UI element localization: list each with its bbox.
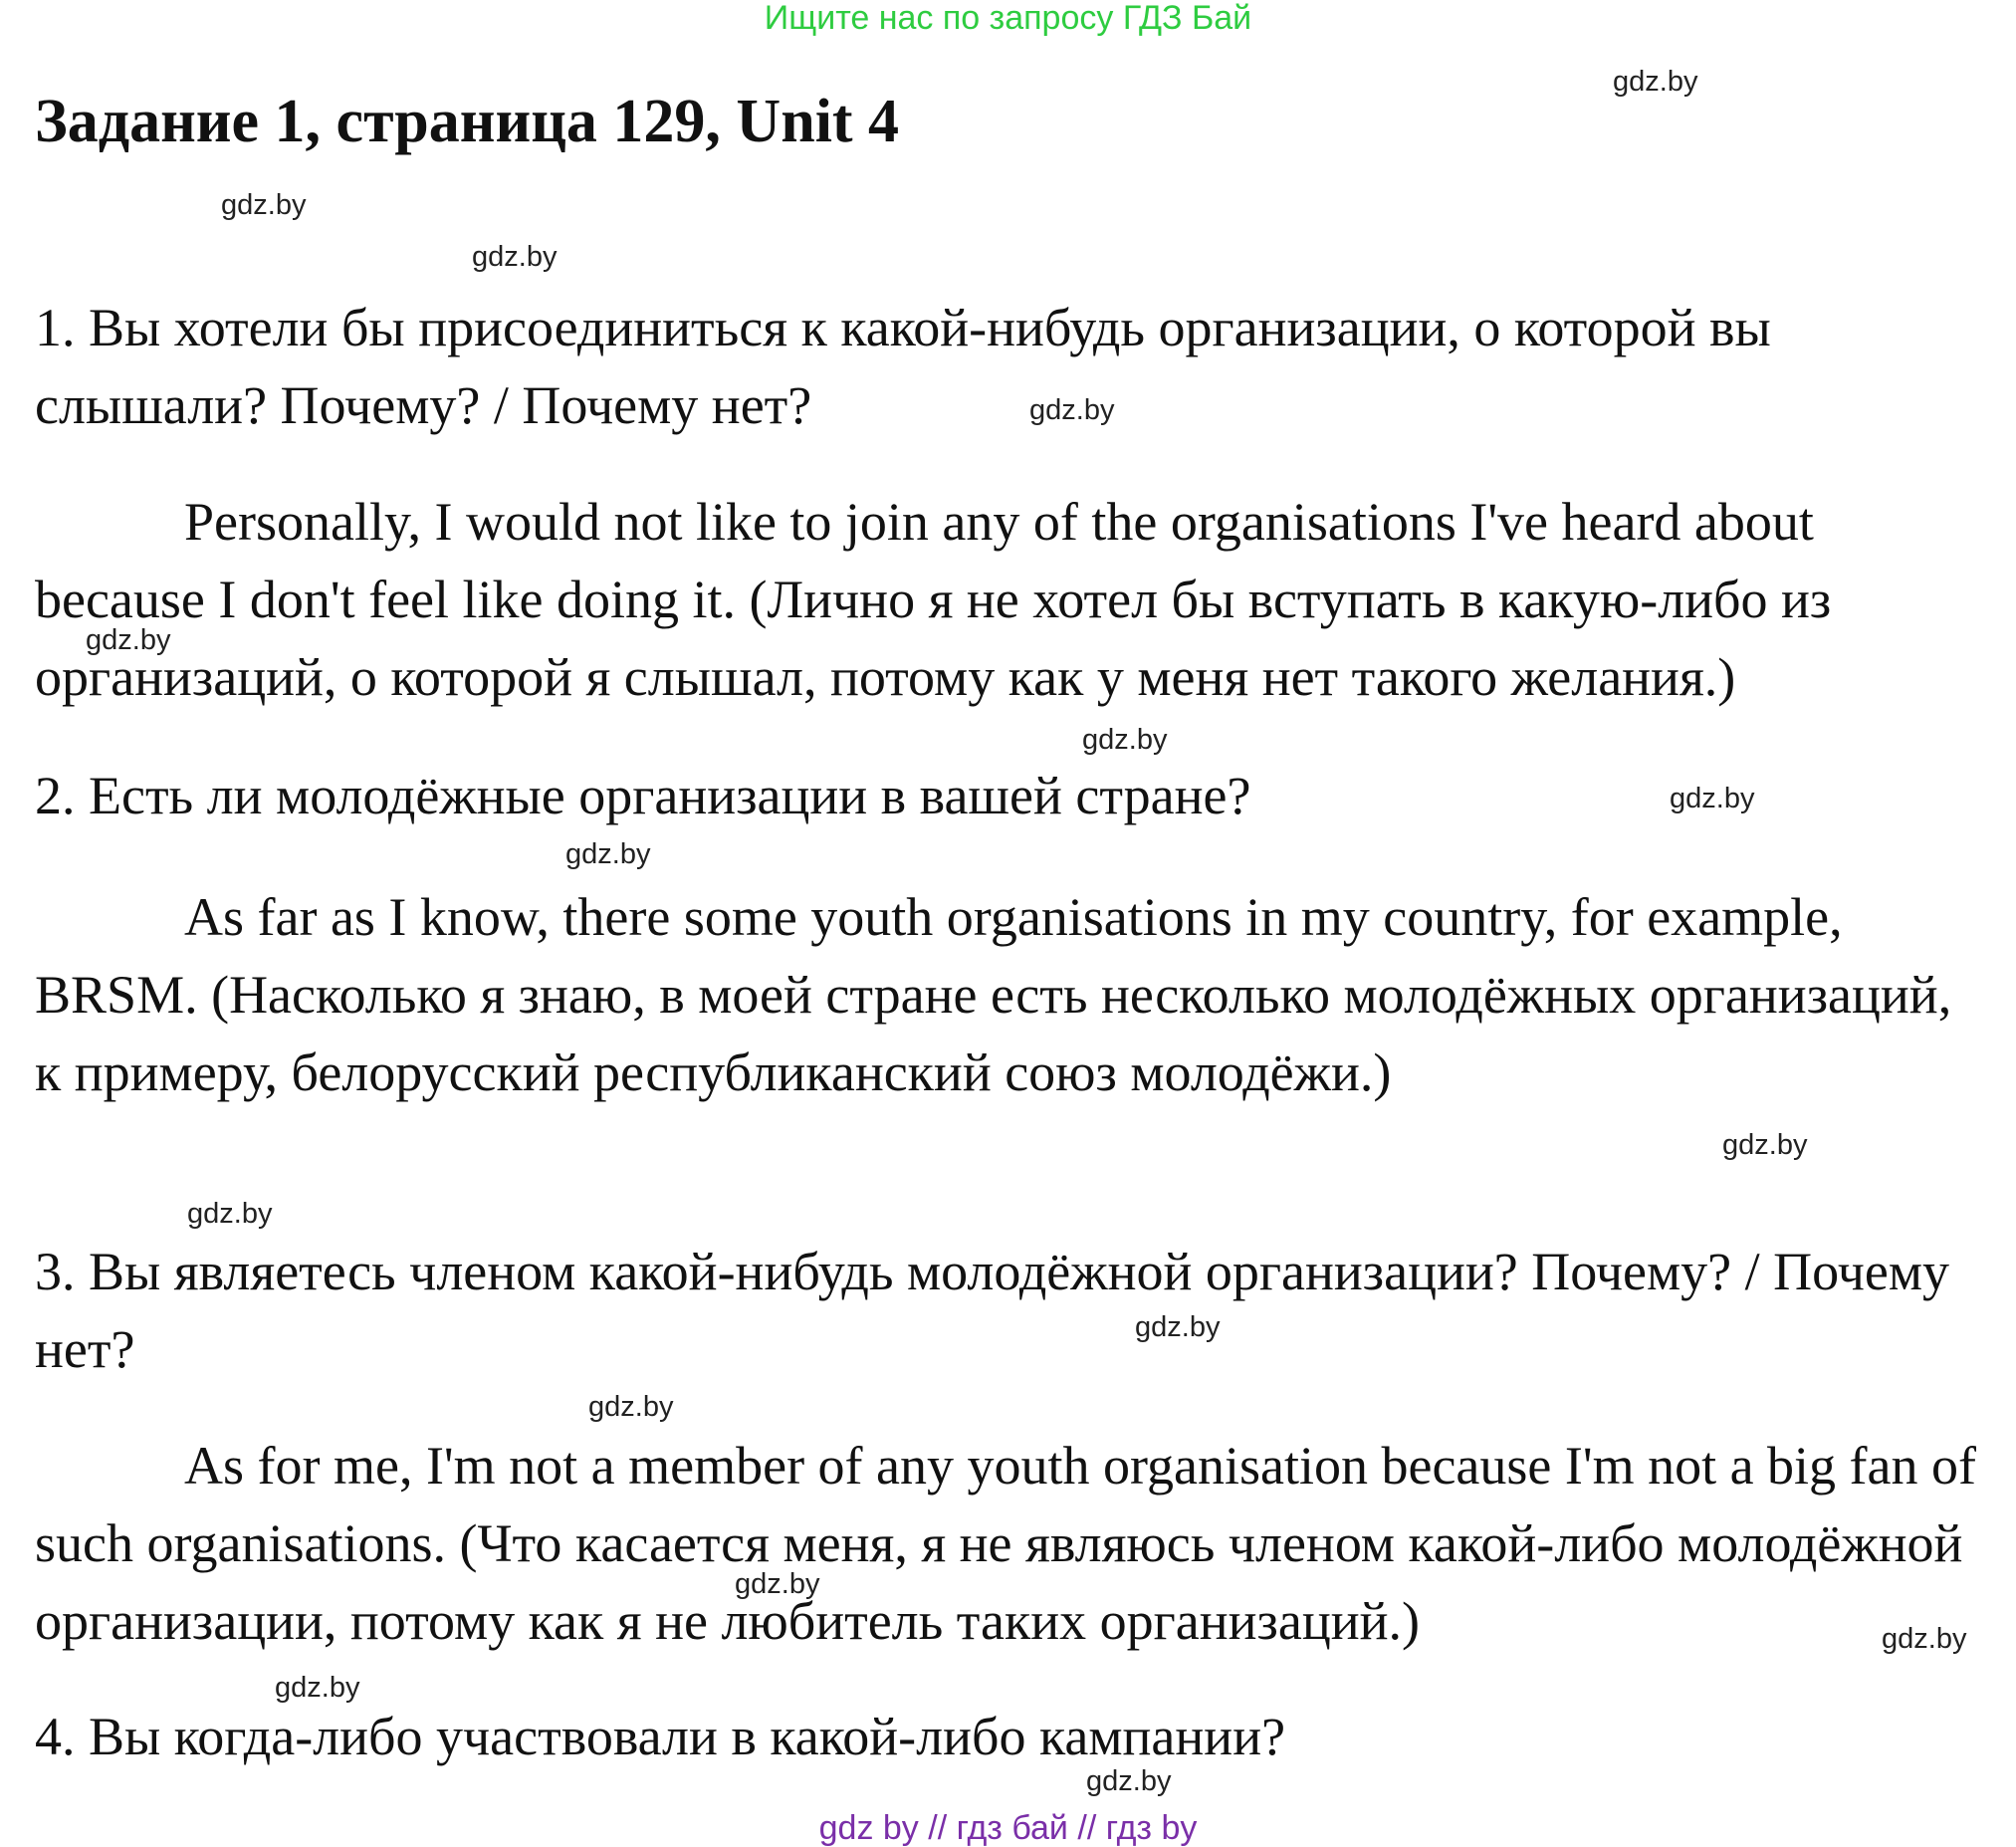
watermark: gdz.by bbox=[1722, 1129, 1808, 1161]
watermark: gdz.by bbox=[735, 1568, 820, 1600]
watermark: gdz.by bbox=[187, 1198, 273, 1230]
watermark: gdz.by bbox=[1613, 66, 1698, 98]
watermark: gdz.by bbox=[1882, 1623, 1967, 1655]
watermark: gdz.by bbox=[221, 189, 307, 221]
watermark: gdz.by bbox=[275, 1672, 360, 1704]
watermark: gdz.by bbox=[1135, 1311, 1221, 1343]
answer-2: As far as I know, there some youth organisations in my country, for example, BRSM. (Насколько я знаю, в моей стране есть несколько молодёжных организаций, к примеру, белорусский республиканский союз молодёжи.) bbox=[35, 887, 1952, 1102]
answer-1: Personally, I would not like to join any of the organisations I've heard about because I don't feel like doing it. (Лично я не хотел бы вступать в какую-либо из организаций, о которой я слышал, потому как у меня нет такого желания.) bbox=[35, 492, 1832, 707]
search-banner: Ищите нас по запросу ГДЗ Бай bbox=[764, 0, 1252, 37]
watermark: gdz.by bbox=[472, 241, 558, 273]
question-4: 4. Вы когда-либо участвовали в какой-либо кампании? bbox=[35, 1707, 1286, 1766]
watermark: gdz.by bbox=[1670, 783, 1755, 814]
question-3: 3. Вы являетесь членом какой-нибудь молодёжной организации? Почему? / Почему нет? bbox=[35, 1242, 1950, 1379]
watermark: gdz.by bbox=[565, 838, 651, 870]
watermark: gdz.by bbox=[588, 1391, 674, 1423]
watermark: gdz.by bbox=[1029, 394, 1115, 426]
page-title: Задание 1, страница 129, Unit 4 bbox=[35, 88, 900, 155]
answer-3: As for me, I'm not a member of any youth organisation because I'm not a big fan of such organisations. (Что касается меня, я не являюсь членом какой-либо молодёжной организации, потому как я не любитель таких организаций.) bbox=[35, 1436, 1976, 1651]
footer-links: gdz by // гдз бай // гдз by bbox=[818, 1809, 1198, 1847]
question-1: 1. Вы хотели бы присоединиться к какой-нибудь организации, о которой вы слышали? Почему? / Почему нет? bbox=[35, 298, 1771, 435]
watermark: gdz.by bbox=[1082, 724, 1168, 756]
watermark: gdz.by bbox=[86, 624, 171, 656]
watermark: gdz.by bbox=[1086, 1765, 1172, 1797]
question-2: 2. Есть ли молодёжные организации в вашей стране? bbox=[35, 766, 1251, 825]
